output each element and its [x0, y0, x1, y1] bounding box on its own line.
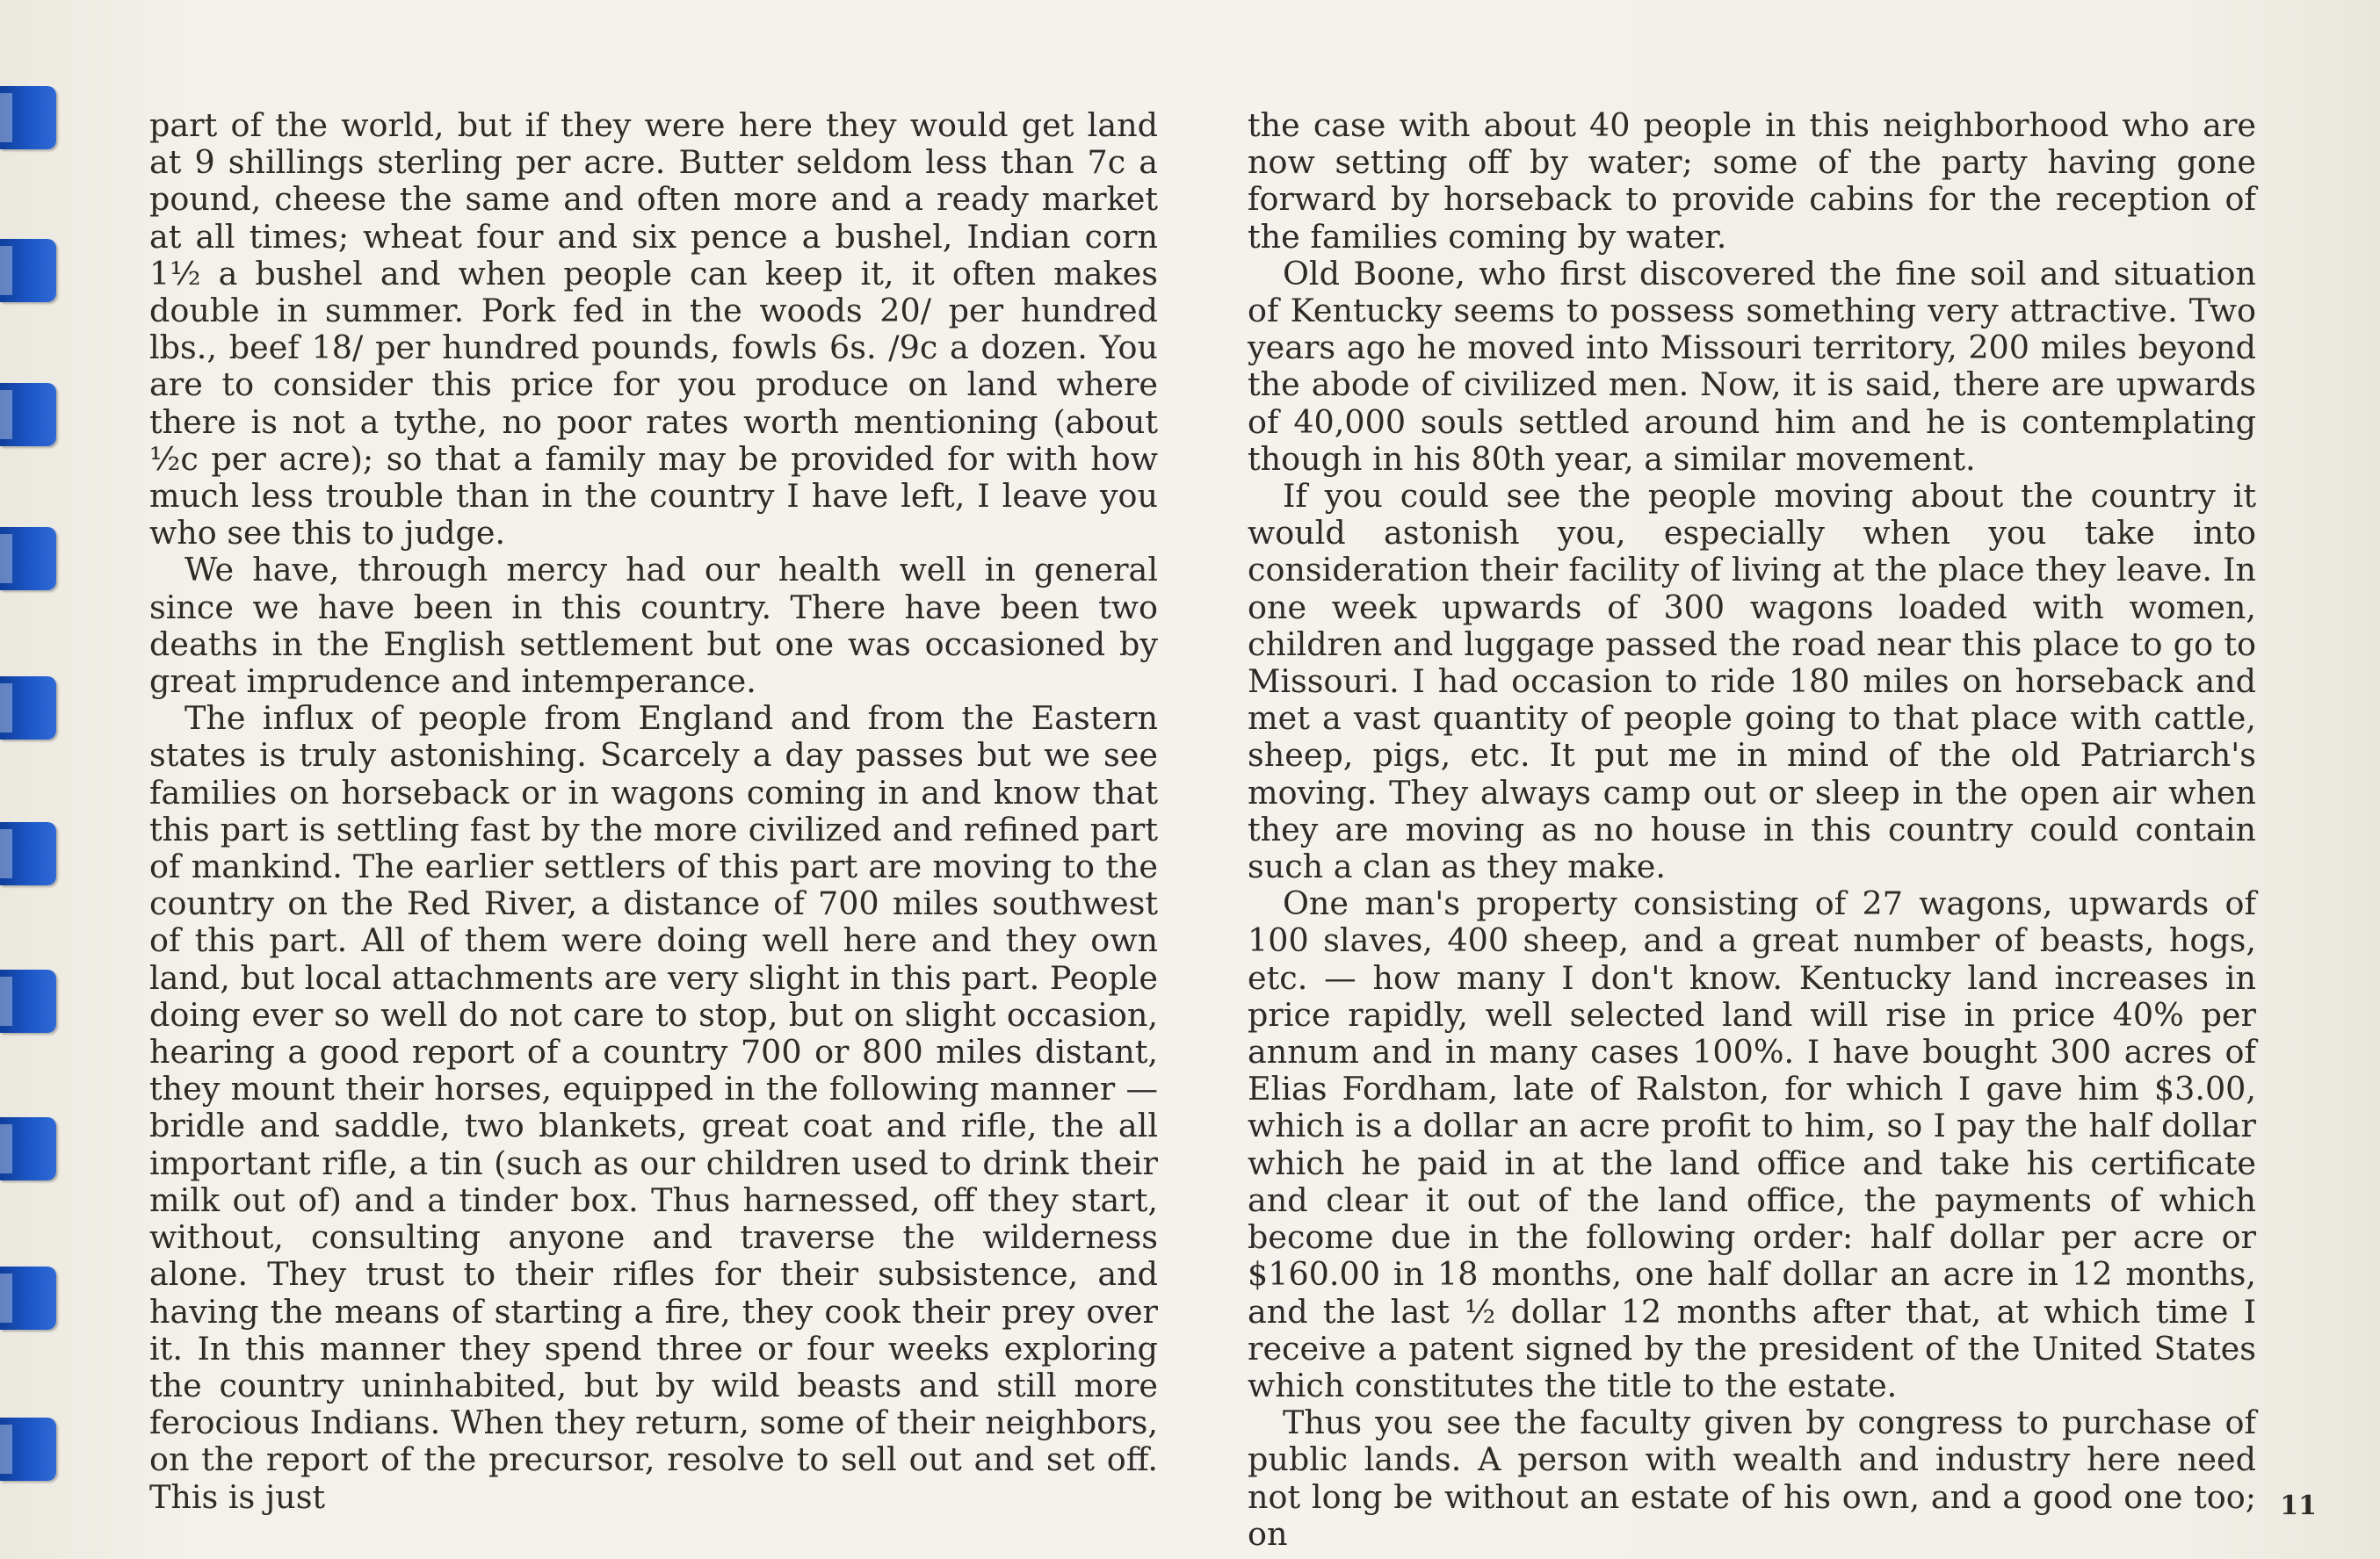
binding-ring [0, 527, 56, 590]
left-text-column [149, 107, 1158, 1516]
binding-ring [0, 1117, 56, 1180]
binding-ring [0, 970, 56, 1033]
paragraph: If you could see the people moving about the country it would astonish you, especially when you take into consideration their facility of living at the place they leave. In one week upwards of 300 wagons loaded with women, children and luggage passed the road near this place to go to Missouri. I had occasion to ride 180 miles on horseback and met a vast quantity of people going to that place with cattle, sheep, pigs, etc. It put me in mind of the old Patriarch's moving. They always camp out or sleep in the open air when they are moving as no house in this country could contain such a clan as they make. [1248, 477, 2256, 886]
paragraph: Old Boone, who first discovered the fine soil and situation of Kentucky seems to possess something very attractive. Two years ago he moved into Missouri territory, 200 miles beyond the abode of civilized men. Now, it is said, there are upwards of 40,000 souls settled around him and he is contemplating though in his 80th year, a similar movement. [1248, 254, 2256, 478]
right-text-column [1248, 107, 2256, 1553]
paragraph: Thus you see the faculty given by congress to purchase of public lands. A person with wealth and industry here need not long be without an estate of his own, and a good one too; on [1248, 1404, 2256, 1553]
binding-ring [0, 822, 56, 885]
paragraph: We have, through mercy had our health well in general since we have been in this country. There have been two deaths in the English settlement but one was occasioned by great imprudence and intemperance. [149, 551, 1158, 701]
binding-ring [0, 86, 56, 149]
paragraph: part of the world, but if they were here they would get land at 9 shillings sterling per acre. Butter seldom less than 7c a pound, cheese the same and often more and a ready market at all times; wheat four and six pence a bushel, Indian corn 1½ a bushel and when people can keep it, it often makes double in summer. Pork fed in the woods 20/ per hundred lbs., beef 18/ per hundred pounds, fowls 6s. /9c a dozen. You are to consider this price for you produce on land where there is not a tythe, no poor rates worth mentioning (about ½c per acre); so that a family may be provided for with how much less trouble than in the country I have left, I leave you who see this to judge. [149, 106, 1158, 552]
spiral-binding [0, 0, 70, 1559]
binding-ring [0, 1267, 56, 1330]
paragraph: the case with about 40 people in this neighborhood who are now setting off by water; some of the party having gone forward by horseback to provide cabins for the reception of the families coming by water. [1248, 106, 2256, 256]
page-number: 11 [2280, 1490, 2317, 1521]
binding-ring [0, 676, 56, 740]
binding-ring [0, 1418, 56, 1481]
paragraph: The influx of people from England and from the Eastern states is truly astonishing. Scarcely a day passes but we see families on horseback or in wagons coming in and know that this part is settling fast by the more civilized and refined part of mankind. The earlier settlers of this part are moving to the country on the Red River, a distance of 700 miles southwest of this part. All of them were doing well here and they own land, but local attachments are very slight in this part. People doing ever so well do not care to stop, but on slight occasion, hearing a good report of a country 700 or 800 miles distant, they mount their horses, equipped in the following manner — bridle and saddle, two blankets, great coat and rifle, the all important rifle, a tin (such as our children used to drink their milk out of) and a tinder box. Thus harnessed, off they start, without, consulting anyone and traverse the wilderness alone. They trust to their rifles for their subsistence, and having the means of starting a fire, they cook their prey over it. In this manner they spend three or four weeks exploring the country uninhabited, but by wild beasts and still more ferocious Indians. When they return, some of their neighbors, on the report of the precursor, resolve to sell out and set off. This is just [149, 699, 1158, 1516]
paragraph: One man's property consisting of 27 wagons, upwards of 100 slaves, 400 sheep, and a great number of beasts, hogs, etc. — how many I don't know. Kentucky land increases in price rapidly, well selected land will rise in price 40% per annum and in many cases 100%. I have bought 300 acres of Elias Fordham, late of Ralston, for which I gave him $3.00, which is a dollar an acre profit to him, so I pay the half dollar which he paid in at the land office and take his certificate and clear it out of the land office, the payments of which become due in the following order: half dollar per acre or $160.00 in 18 months, one half dollar an acre in 12 months, and the last ½ dollar 12 months after that, at which time I receive a patent signed by the president of the United States which constitutes the title to the estate. [1248, 884, 2256, 1404]
binding-ring [0, 383, 56, 446]
binding-ring [0, 239, 56, 302]
